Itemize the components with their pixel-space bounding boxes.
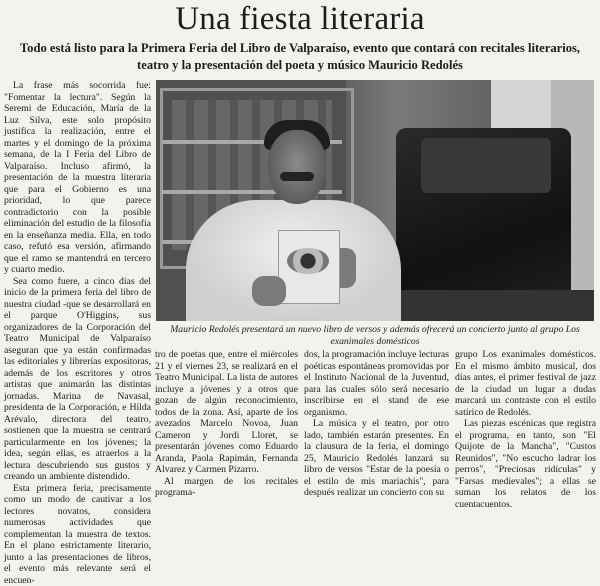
paragraph: tro de poetas que, entre el miércoles 21 y el viernes 23, se realizará en el Teatro Municipal. La lista de autores incluye a jóvenes y a otros que gozan de algún reconocimiento, todos de la zona. Así, aparte de los avezados Marcelo Novoa, Juan Cameron y Jordi Lloret, se presentarán jóvenes como Eduardo Aranda, Paola Rapimán, Fernanda Alvarez y Carmen Pizarro. [155,349,298,476]
paragraph: dos, la programación incluye lecturas poéticas espontáneas promovidas por el Instituto Nacional de la Juventud, para las cuales sólo será necesario inscribirse en el stand de ese organismo. [304,349,449,418]
paragraph: Sea como fuere, a cinco días del inicio de la primera feria del libro de nuestra ciudad -que se desarrollará en el parque O'Higgins, sus organizadores de la Corporación del Teatro Municipal de Valparaíso aseguran que ya están confirmadas las editoriales y librerías expositoras, además de los escritores y otros artistas que animarán las distintas jornadas. Marina de Navasal, presidenta de la Corporación, e Hilda Arévalo, directora del teatro, sostienen que la muestra se centrará particularmente en los jóvenes; la idea, según ellas, es atraerlos a la lectura descubriendo sus gustos y creando un ambiente distendido. [4,276,151,483]
paragraph: Esta primera feria, precisamente como un modo de cautivar a los lectores novatos, considera numerosas actividades que complementan la muestra de textos. En el plano estrictamente literario, junto a las presentaciones de libros, el evento más relevante será el encuen- [4,483,151,586]
article-column-1 [155,349,298,470]
paragraph: Las piezas escénicas que registra el programa, en tanto, son "El Quijote de la Mancha", "Custos Reunidos", "No escucho ladrar los perros", "Preciosas ridículas" y "Farsas medievales"; a ellas se suman los relatos de los cuentacuentos. [455,418,596,510]
paragraph: La música y el teatro, por otro lado, también estarán presentes. En la clausura de la feria, el domingo 25, Mauricio Redolés lanzará su libro de versos "Estar de la poesía o el estilo de mis mariachis", para después realizar un concierto con su [304,418,449,499]
headline: Una fiesta literaria [0,0,600,38]
article-column-2 [304,349,449,470]
article-photo [156,80,594,321]
paragraph: grupo Los exanimales domésticos. En el mismo ámbito musical, dos días antes, el primer festival de jazz de la ciudad un lugar a dudas marcará un contraste con el estilo satírico de Redolés. [455,349,596,418]
article-column-3 [455,349,596,470]
photo-caption: Mauricio Redolés presentará un nuevo libro de versos y además ofrecerá un concierto junto al grupo Los exanimales domésticos [156,324,594,347]
paragraph: Al margen de los recitales programa- [155,476,298,499]
article-column-left [4,80,151,470]
paragraph: La frase más socorrida fue: "Fomentar la lectura". Según la Seremi de Educación, María de la Luz Silva, este solo propósito justifica la realización, entre el martes y el domingo de la próxima semana, de la I Feria del Libro de Valparaíso. Incluso afirmó, la presentación de la muestra literaria que para el Gobierno es una prioridad, lo que parece contradictorio con la posible eliminación del estudio de la filosofía en la enseñanza media. Ella, en todo caso, refutó esa versión, afirmando que el ramo se mantendrá en tercero y cuarto medio. [4,80,151,276]
deck: Todo está listo para la Primera Feria del Libro de Valparaíso, evento que contará con recitales literarios, teatro y la presentación del poeta y músico Mauricio Redolés [18,40,582,74]
